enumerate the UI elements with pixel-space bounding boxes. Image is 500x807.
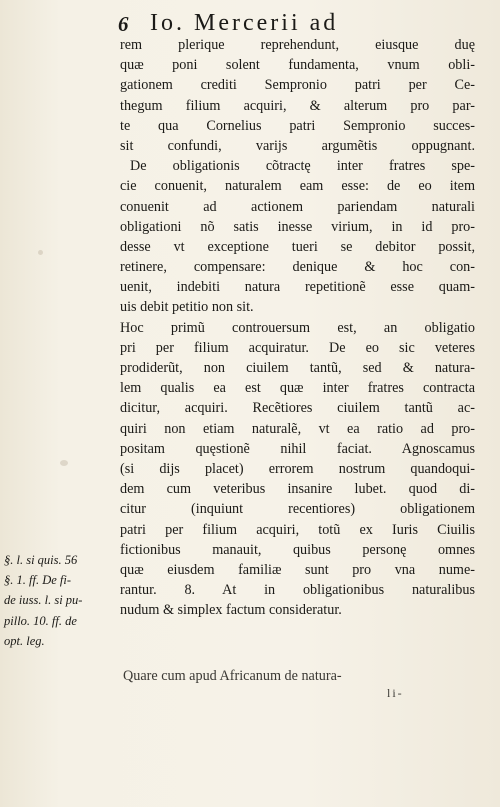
catchword: li- — [387, 686, 404, 700]
text-line: De obligationis cõtractę inter fratres spe- — [130, 158, 475, 175]
text-line: pri per filium acquiratur. De eo sic veteres — [120, 339, 475, 356]
text-line: Hoc primũ controuersum est, an obligatio — [120, 319, 475, 336]
margin-line: §. l. si quis. 56 — [4, 553, 78, 567]
text-line: desse vt exceptione tueri se debitor possit, — [120, 238, 475, 255]
text-line: (si dijs placet) errorem nostrum quandoqui- — [120, 460, 475, 477]
text-line: sit confundi, varijs argumẽtis oppugnant. — [120, 137, 475, 154]
body-text — [120, 35, 475, 620]
text-line: fictionibus manauit, quibus personę omnes — [120, 541, 475, 558]
text-line: thegum filium acquiri, & alterum pro par- — [120, 97, 475, 114]
text-line: rantur. 8. At in obligationibus naturalibus — [120, 582, 475, 599]
paper-stain — [38, 250, 43, 255]
text-line: cie conuenit, naturalem eam esse: de eo item — [120, 178, 475, 195]
text-line: dem cum veteribus insanire lubet. quod di- — [120, 481, 475, 498]
text-line: rem plerique reprehendunt, eiusque duę — [120, 37, 475, 53]
text-line: obligationi nõ satis inesse virium, in id pro- — [120, 218, 475, 235]
text-line: gationem crediti Sempronio patri per Ce- — [120, 77, 475, 94]
text-line: uis debit petitio non sit. — [120, 299, 254, 316]
text-line: retinere, compensare: denique & hoc con- — [120, 259, 475, 276]
text-line: prodiderũt, non ciuilem tantũ, sed & natura- — [120, 360, 475, 376]
text-line: patri per filium acquiri, totũ ex Iuris Ciuilis — [120, 521, 475, 538]
text-line: quæ eiusdem familiæ sunt pro vna nume- — [120, 561, 475, 578]
running-head: Io. Mercerii ad — [150, 10, 339, 36]
text-line: citur (inquiunt recentiores) obligationem — [120, 501, 475, 518]
margin-line: opt. leg. — [4, 633, 45, 648]
text-line: dicitur, acquiri. Recẽtiores ciuilem tantũ ac- — [120, 400, 475, 417]
text-line: te qua Cornelius patri Sempronio succes- — [120, 117, 475, 134]
paper-stain — [60, 460, 68, 466]
final-text-line: Quare cum apud Africanum de natura- — [123, 668, 342, 684]
text-line: quiri non etiam naturalẽ, vt ea ratio ad pro- — [120, 420, 475, 437]
text-line: quæ poni solent fundamenta, vnum obli- — [120, 57, 475, 74]
margin-citation — [4, 550, 116, 651]
text-line: nudum & simplex factum consideratur. — [120, 602, 342, 619]
margin-line: §. 1. ff. De fi- — [4, 573, 72, 588]
margin-line: de iuss. l. si pu- — [4, 593, 83, 608]
margin-line: pillo. 10. ff. de — [4, 613, 77, 628]
text-line: lem qualis ea est quæ inter fratres contracta — [120, 380, 475, 397]
text-line: positam quęstionẽ nihil faciat. Agnoscamus — [120, 440, 475, 457]
page-number: 6 — [118, 12, 129, 36]
text-line: uenit, indebiti natura repetitionẽ esse quam- — [120, 279, 475, 296]
text-line: conuenit ad actionem pariendam naturali — [120, 198, 475, 215]
